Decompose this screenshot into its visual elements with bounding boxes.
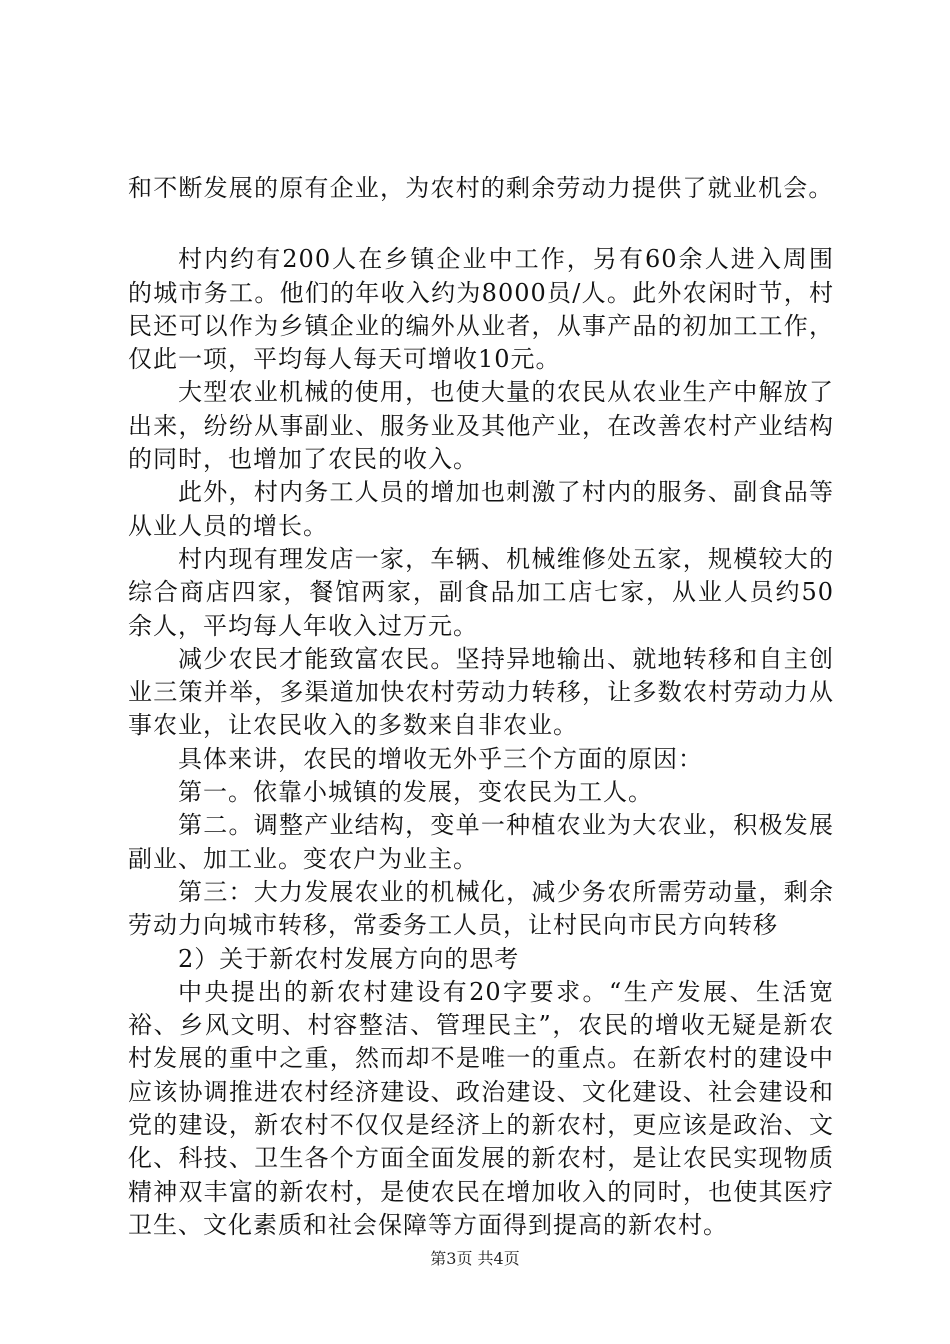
- paragraph-machinery: 大型农业机械的使用，也使大量的农民从农业生产中解放了出来，纷纷从事副业、服务业及其他产业，在改善农村产业结构的同时，也增加了农民的收入。: [128, 378, 834, 474]
- paragraph-continuation: 和不断发展的原有企业，为农村的剩余劳动力提供了就业机会。: [128, 174, 834, 202]
- page-footer: 第3页 共4页: [430, 1249, 520, 1268]
- paragraph-service-growth: 此外，村内务工人员的增加也刺激了村内的服务、副食品等从业人员的增长。: [128, 478, 834, 540]
- paragraph-new-countryside: 中央提出的新农村建设有20字要求。“生产发展、生活宽裕、乡风文明、村容整洁、管理民主”，农民的增收无疑是新农村发展的重中之重，然而却不是唯一的重点。在新农村的建设中应该协调推进农村经济建设、政治建设、文化建设、社会建设和党的建设，新农村不仅仅是经济上的新农村，更应该是政治、文化、科技、卫生各个方面全面发展的新农村，是让农民实现物质精神双丰富的新农村，是使农民在增加收入的同时，也使其医疗卫生、文化素质和社会保障等方面得到提高的新农村。: [128, 977, 834, 1239]
- paragraph-third-reason: 第三：大力发展农业的机械化，减少务农所需劳动量，剩余劳动力向城市转移，常委务工人员，让村民向市民方向转移: [128, 877, 834, 940]
- section-heading: 2）关于新农村发展方向的思考: [178, 944, 520, 973]
- paragraph-township-employment: 村内约有200人在乡镇企业中工作，另有60余人进入周围的城市务工。他们的年收入约为8000员/人。此外农闲时节，村民还可以作为乡镇企业的编外从业者，从事产品的初加工工作，仅此一项，平均每人每天可增收10元。: [128, 245, 834, 374]
- paragraph-first-reason: 第一。依靠小城镇的发展，变农民为工人。: [178, 778, 653, 807]
- paragraph-second-reason: 第二。调整产业结构，变单一种植农业为大农业，积极发展副业、加工业。变农户为业主。: [128, 811, 834, 873]
- paragraph-village-shops: 村内现有理发店一家，车辆、机械维修处五家，规模较大的综合商店四家，餐馆两家，副食品加工店七家，从业人员约50余人，平均每人年收入过万元。: [128, 544, 834, 640]
- paragraph-reduce-farmers: 减少农民才能致富农民。坚持异地输出、就地转移和自主创业三策并举，多渠道加快农村劳动力转移，让多数农村劳动力从事农业，让农民收入的多数来自非农业。: [128, 644, 834, 740]
- document-body: [128, 172, 834, 1242]
- paragraph-three-reasons: 具体来讲，农民的增收无外乎三个方面的原因：: [178, 744, 703, 773]
